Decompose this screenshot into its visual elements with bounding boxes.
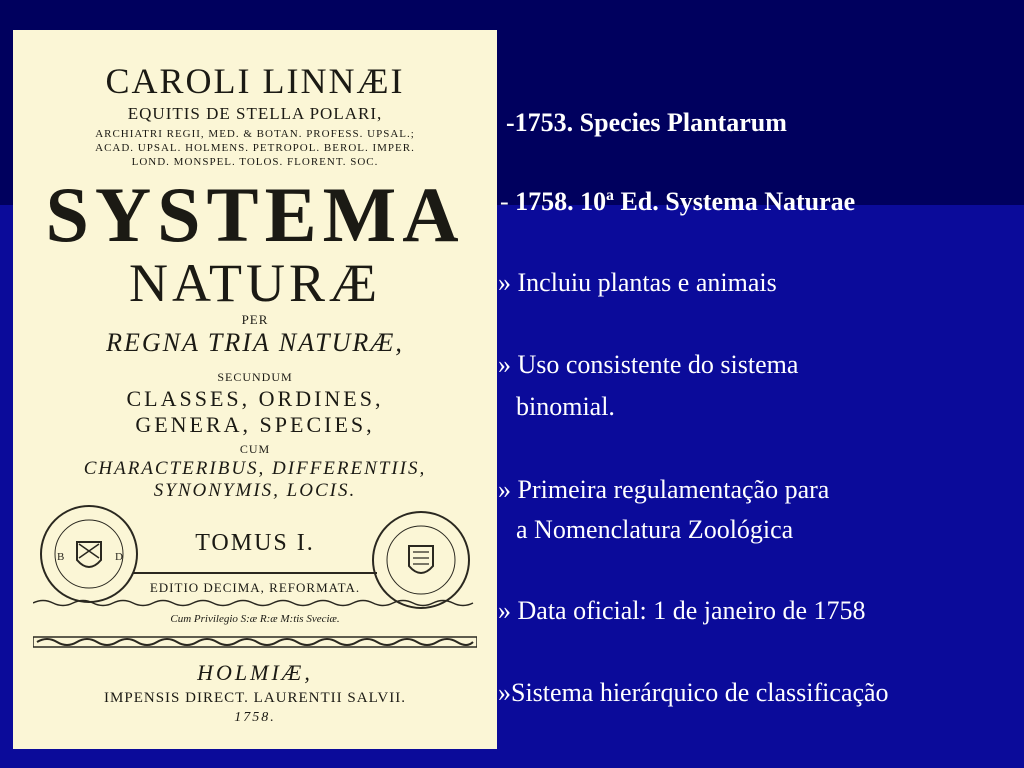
title-page-author: CAROLI LINNÆI	[105, 61, 405, 101]
svg-text:B: B	[57, 551, 65, 563]
bullet-species-plantarum: -1753. Species Plantarum	[506, 108, 787, 137]
bullet-regulamentacao-cont: a Nomenclatura Zoológica	[516, 515, 794, 544]
bullet-regulamentacao: » Primeira regulamentação para	[498, 475, 830, 504]
title-page-rule	[133, 572, 377, 574]
bullet-sistema-binomial: » Uso consistente do sistema	[498, 350, 799, 379]
title-page-synonymis: SYNONYMIS, LOCIS.	[153, 480, 357, 501]
bullet-sistema-hierarquico: »Sistema hierárquico de classificação	[498, 678, 889, 707]
title-page-tomus: TOMUS I.	[195, 530, 315, 556]
title-page-per: PER	[241, 312, 269, 327]
title-page-classes: CLASSES, ORDINES,	[126, 386, 384, 411]
title-page-secundum: SECUNDUM	[217, 370, 293, 384]
title-page-line5: LOND. MONSPEL. TOLOS. FLORENT. SOC.	[131, 156, 379, 168]
title-page-systema: SYSTEMA	[45, 171, 465, 258]
title-page-characteribus: CHARACTERIBUS, DIFFERENTIIS,	[83, 458, 427, 479]
title-page-line2: EQUITIS DE STELLA POLARI,	[127, 104, 383, 123]
bullet-systema-naturae	[500, 187, 855, 217]
title-page-impensis: IMPENSIS DIRECT. LAURENTII SALVII.	[104, 690, 406, 706]
bullet-list	[498, 0, 1024, 768]
title-page-privilegio: Cum Privilegio S:æ R:æ M:tis Sveciæ.	[170, 613, 340, 625]
svg-text:D: D	[115, 551, 123, 563]
title-page-regna: REGNA TRIA NATURÆ,	[106, 328, 404, 357]
ornament-border-icon	[33, 634, 477, 650]
bullet-prefix: -	[500, 187, 516, 216]
title-page-editio: EDITIO DECIMA, REFORMATA.	[149, 580, 361, 595]
title-page-naturae: NATURÆ	[128, 253, 382, 313]
bullet-plantas-animais: » Incluiu plantas e animais	[498, 268, 777, 297]
title-page-genera: GENERA, SPECIES,	[135, 412, 375, 437]
ornament-wave-icon	[33, 598, 477, 608]
museum-stamp-right-icon	[369, 508, 473, 612]
title-page-line3: ARCHIATRI REGII, MED. & BOTAN. PROFESS. UPSAL.;	[95, 128, 415, 140]
bullet-sistema-binomial-cont: binomial.	[516, 392, 615, 421]
bullet-systema-naturae-text: 1758. 10ª Ed. Systema Naturae	[515, 187, 856, 216]
title-page-holmiae: HOLMIÆ,	[197, 660, 313, 685]
title-page-year: 1758.	[234, 710, 276, 725]
bullet-data-oficial: » Data oficial: 1 de janeiro de 1758	[498, 596, 866, 625]
title-page-image	[13, 30, 497, 749]
title-page-cum: CUM	[239, 442, 271, 456]
title-page-line4: ACAD. UPSAL. HOLMENS. PETROPOL. BEROL. IMPER.	[95, 142, 415, 154]
